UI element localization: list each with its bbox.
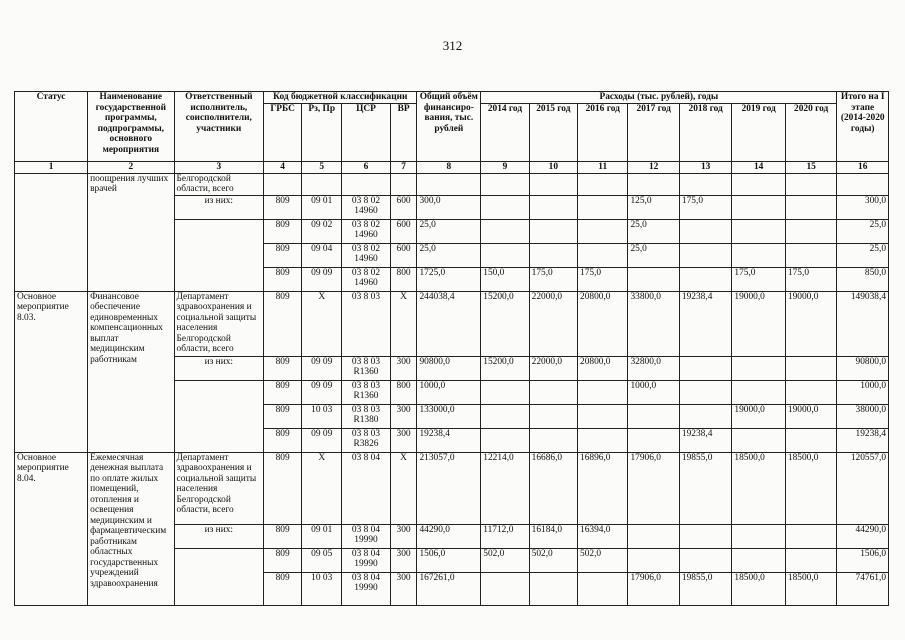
cell-csr: 03 8 03 R1360	[342, 380, 390, 404]
cell-rzpr: 09 05	[302, 548, 342, 572]
header-status: Статус	[15, 92, 88, 162]
cell-year: 18500,0	[785, 572, 837, 605]
cell-rzpr: 09 09	[302, 356, 342, 380]
cell-year	[785, 195, 837, 219]
header-year: 2017 год	[628, 103, 679, 161]
cell-year: 16394,0	[578, 524, 628, 548]
cell-year	[732, 195, 786, 219]
cell-total: 90800,0	[417, 356, 481, 380]
header-csr: ЦСР	[342, 103, 390, 161]
cell-rzpr: 10 03	[302, 404, 342, 428]
cell-itogo: 74761,0	[837, 572, 889, 605]
cell-year	[578, 195, 628, 219]
cell-rzpr: 10 03	[302, 572, 342, 605]
cell-vr: 300	[390, 572, 417, 605]
cell-year: 19000,0	[785, 404, 837, 428]
cell-year: 17906,0	[628, 452, 679, 524]
cell-total: 25,0	[417, 243, 481, 267]
cell-total: 244038,4	[417, 291, 481, 356]
cell-year: 18500,0	[732, 452, 786, 524]
cell-year	[481, 404, 529, 428]
cell-vr: 600	[390, 219, 417, 243]
sub-label: из них:	[174, 524, 264, 548]
cell-year: 19238,4	[679, 428, 731, 452]
table-row	[15, 291, 889, 356]
cell-grbs: 809	[264, 524, 302, 548]
cell-year	[732, 219, 786, 243]
header-expenses: Расходы (тыс. рублей), годы	[481, 92, 837, 104]
cell-year	[578, 404, 628, 428]
cell-total: 25,0	[417, 219, 481, 243]
cell-year	[732, 356, 786, 380]
header-itogo: Итого на I этапе (2014-2020 годы)	[837, 92, 889, 162]
cell-csr: 03 8 02 14960	[342, 267, 390, 291]
cell-year: 11712,0	[481, 524, 529, 548]
cell-year	[481, 195, 529, 219]
cell-year	[481, 428, 529, 452]
column-number: 10	[529, 161, 577, 173]
budget-table	[14, 91, 889, 606]
cell-year: 175,0	[578, 267, 628, 291]
cell-year	[481, 572, 529, 605]
header-vr: ВР	[390, 103, 417, 161]
cell-itogo: 38000,0	[837, 404, 889, 428]
sub-label: из них:	[174, 356, 264, 380]
cell-grbs: 809	[264, 428, 302, 452]
column-number: 1	[15, 161, 88, 173]
cell-year: 19000,0	[732, 291, 786, 356]
header-name: Наименование государственной программы, подпрограммы, основного мероприятия	[88, 92, 174, 162]
cell-year: 502,0	[578, 548, 628, 572]
cell-vr: 300	[390, 356, 417, 380]
cell-year	[529, 219, 577, 243]
header-grbs: ГРБС	[264, 103, 302, 161]
cell-year	[529, 428, 577, 452]
cell-total: 44290,0	[417, 524, 481, 548]
cell-year	[529, 195, 577, 219]
cell-grbs: 809	[264, 572, 302, 605]
cell-year	[529, 404, 577, 428]
cell-year: 18500,0	[785, 452, 837, 524]
cell-year	[679, 243, 731, 267]
cell-year	[578, 219, 628, 243]
cell-csr: 03 8 02 14960	[342, 219, 390, 243]
cell-year	[628, 428, 679, 452]
cell-grbs: 809	[264, 548, 302, 572]
column-number: 13	[679, 161, 731, 173]
cell-grbs: 809	[264, 267, 302, 291]
column-number: 9	[481, 161, 529, 173]
cell-year: 17906,0	[628, 572, 679, 605]
cell-year	[679, 219, 731, 243]
program-name: поощрения лучших врачей	[88, 173, 174, 291]
cell-total: 1506,0	[417, 548, 481, 572]
cell-itogo: 300,0	[837, 195, 889, 219]
header-total: Общий объём финансиро-вания, тыс. рублей	[417, 92, 481, 162]
status-cell: Основное мероприятие 8.04.	[15, 452, 88, 605]
header-rzpr: Рз, Пр	[302, 103, 342, 161]
cell-year	[578, 380, 628, 404]
cell-year: 20800,0	[578, 356, 628, 380]
cell-year: 175,0	[529, 267, 577, 291]
cell-year	[785, 356, 837, 380]
cell-rzpr: X	[302, 452, 342, 524]
cell-year: 25,0	[628, 219, 679, 243]
cell-vr: 600	[390, 243, 417, 267]
column-number-row	[15, 161, 889, 173]
cell-vr: X	[390, 291, 417, 356]
header-year: 2015 год	[529, 103, 577, 161]
cell-year: 502,0	[481, 548, 529, 572]
cell-csr: 03 8 02 14960	[342, 195, 390, 219]
program-name: Ежемесячная денежная выплата по оплате жилых помещений, отопления и освещения медицинским и фармацевтическим работникам областных государственных учреждений здравоохранения	[88, 452, 174, 605]
cell-vr: 600	[390, 195, 417, 219]
cell-vr: 800	[390, 267, 417, 291]
column-number: 16	[837, 161, 889, 173]
cell-year	[628, 548, 679, 572]
cell-year	[529, 243, 577, 267]
cell-year	[785, 524, 837, 548]
cell-total: 133000,0	[417, 404, 481, 428]
cell-rzpr: 09 01	[302, 195, 342, 219]
cell-year	[529, 380, 577, 404]
cell-total: 300,0	[417, 195, 481, 219]
cell-total: 213057,0	[417, 452, 481, 524]
cell-vr: 300	[390, 404, 417, 428]
cell-year	[529, 572, 577, 605]
cell-rzpr: 09 09	[302, 428, 342, 452]
cell-year	[578, 428, 628, 452]
cell-year: 15200,0	[481, 291, 529, 356]
column-number: 8	[417, 161, 481, 173]
cell-itogo: 90800,0	[837, 356, 889, 380]
cell-year	[679, 356, 731, 380]
cell-year: 16686,0	[529, 452, 577, 524]
table-row	[15, 452, 889, 524]
status-cell	[15, 173, 88, 291]
cell-itogo: 1000,0	[837, 380, 889, 404]
cell-csr: 03 8 04 19990	[342, 524, 390, 548]
header-executor: Ответственный исполнитель, соисполнители, участники	[174, 92, 264, 162]
cell-itogo: 149038,4	[837, 291, 889, 356]
cell-itogo: 25,0	[837, 219, 889, 243]
header-year: 2018 год	[679, 103, 731, 161]
cell-grbs: 809	[264, 291, 302, 356]
cell-year	[578, 243, 628, 267]
cell-csr: 03 8 03	[342, 291, 390, 356]
cell-year	[679, 267, 731, 291]
cell-vr: 300	[390, 548, 417, 572]
cell-year	[679, 380, 731, 404]
cell-year	[628, 267, 679, 291]
cell-csr: 03 8 03 R3826	[342, 428, 390, 452]
cell-itogo: 19238,4	[837, 428, 889, 452]
program-name: Финансовое обеспечение единовременных компенсационных выплат медицинским работникам	[88, 291, 174, 452]
cell-year: 19238,4	[679, 291, 731, 356]
executor-cell: Белгородской области, всего	[174, 173, 264, 195]
cell-year: 33800,0	[628, 291, 679, 356]
cell-grbs: 809	[264, 195, 302, 219]
cell-year: 502,0	[529, 548, 577, 572]
column-number: 14	[732, 161, 786, 173]
cell-itogo: 120557,0	[837, 452, 889, 524]
cell-year	[785, 380, 837, 404]
cell-total: 19238,4	[417, 428, 481, 452]
cell-csr: 03 8 04	[342, 452, 390, 524]
cell-rzpr: 09 04	[302, 243, 342, 267]
cell-year: 19000,0	[785, 291, 837, 356]
cell-year: 16896,0	[578, 452, 628, 524]
cell-year	[732, 548, 786, 572]
cell-total: 1000,0	[417, 380, 481, 404]
header-budget-code: Код бюджетной классификации	[264, 92, 417, 104]
cell-year: 175,0	[732, 267, 786, 291]
cell-rzpr: 09 02	[302, 219, 342, 243]
cell-vr: X	[390, 452, 417, 524]
cell-year	[732, 524, 786, 548]
cell-year	[785, 243, 837, 267]
cell-year: 150,0	[481, 267, 529, 291]
cell-grbs: 809	[264, 243, 302, 267]
cell-year	[679, 524, 731, 548]
cell-grbs: 809	[264, 219, 302, 243]
cell-year: 15200,0	[481, 356, 529, 380]
column-number: 3	[174, 161, 264, 173]
cell-itogo: 25,0	[837, 243, 889, 267]
cell-year	[785, 428, 837, 452]
cell-year	[732, 428, 786, 452]
cell-year	[785, 548, 837, 572]
cell-year	[628, 404, 679, 428]
cell-year	[785, 219, 837, 243]
column-number: 5	[302, 161, 342, 173]
executor-cell: Департамент здравоохранения и социальной защиты населения Белгородской области, всего	[174, 291, 264, 356]
cell-itogo: 44290,0	[837, 524, 889, 548]
cell-year: 22000,0	[529, 356, 577, 380]
executor-cell: Департамент здравоохранения и социальной защиты населения Белгородской области, всего	[174, 452, 264, 524]
cell-total: 1725,0	[417, 267, 481, 291]
cell-total: 167261,0	[417, 572, 481, 605]
page-number: 312	[442, 38, 463, 53]
column-number: 2	[88, 161, 174, 173]
cell-year	[732, 243, 786, 267]
cell-rzpr: 09 09	[302, 267, 342, 291]
cell-year	[481, 219, 529, 243]
cell-year: 16184,0	[529, 524, 577, 548]
status-cell: Основное мероприятие 8.03.	[15, 291, 88, 452]
column-number: 7	[390, 161, 417, 173]
cell-year: 19855,0	[679, 572, 731, 605]
cell-grbs: 809	[264, 356, 302, 380]
cell-grbs: 809	[264, 452, 302, 524]
cell-grbs: 809	[264, 380, 302, 404]
cell-csr: 03 8 04 19990	[342, 572, 390, 605]
cell-year	[628, 524, 679, 548]
header-year: 2020 год	[785, 103, 837, 161]
column-number: 12	[628, 161, 679, 173]
cell-year: 125,0	[628, 195, 679, 219]
cell-rzpr: 09 09	[302, 380, 342, 404]
cell-year: 20800,0	[578, 291, 628, 356]
table-row	[15, 173, 889, 195]
cell-itogo: 850,0	[837, 267, 889, 291]
cell-csr: 03 8 02 14960	[342, 243, 390, 267]
cell-year	[481, 243, 529, 267]
cell-year: 32800,0	[628, 356, 679, 380]
cell-csr: 03 8 03 R1360	[342, 356, 390, 380]
cell-year	[578, 572, 628, 605]
column-number: 4	[264, 161, 302, 173]
cell-year: 12214,0	[481, 452, 529, 524]
cell-year	[732, 380, 786, 404]
cell-csr: 03 8 03 R1380	[342, 404, 390, 428]
cell-year	[679, 404, 731, 428]
cell-vr: 800	[390, 380, 417, 404]
cell-year: 1000,0	[628, 380, 679, 404]
cell-year: 19855,0	[679, 452, 731, 524]
cell-year: 175,0	[679, 195, 731, 219]
cell-year	[679, 548, 731, 572]
sub-label: из них:	[174, 195, 264, 219]
cell-year: 175,0	[785, 267, 837, 291]
header-year: 2016 год	[578, 103, 628, 161]
cell-vr: 300	[390, 524, 417, 548]
cell-rzpr: X	[302, 291, 342, 356]
column-number: 11	[578, 161, 628, 173]
cell-grbs: 809	[264, 404, 302, 428]
cell-csr: 03 8 04 19990	[342, 548, 390, 572]
cell-year: 18500,0	[732, 572, 786, 605]
cell-year	[481, 380, 529, 404]
cell-vr: 300	[390, 428, 417, 452]
column-number: 6	[342, 161, 390, 173]
header-year: 2014 год	[481, 103, 529, 161]
cell-itogo: 1506,0	[837, 548, 889, 572]
cell-year: 19000,0	[732, 404, 786, 428]
cell-rzpr: 09 01	[302, 524, 342, 548]
header-year: 2019 год	[732, 103, 786, 161]
cell-year: 22000,0	[529, 291, 577, 356]
column-number: 15	[785, 161, 837, 173]
cell-year: 25,0	[628, 243, 679, 267]
